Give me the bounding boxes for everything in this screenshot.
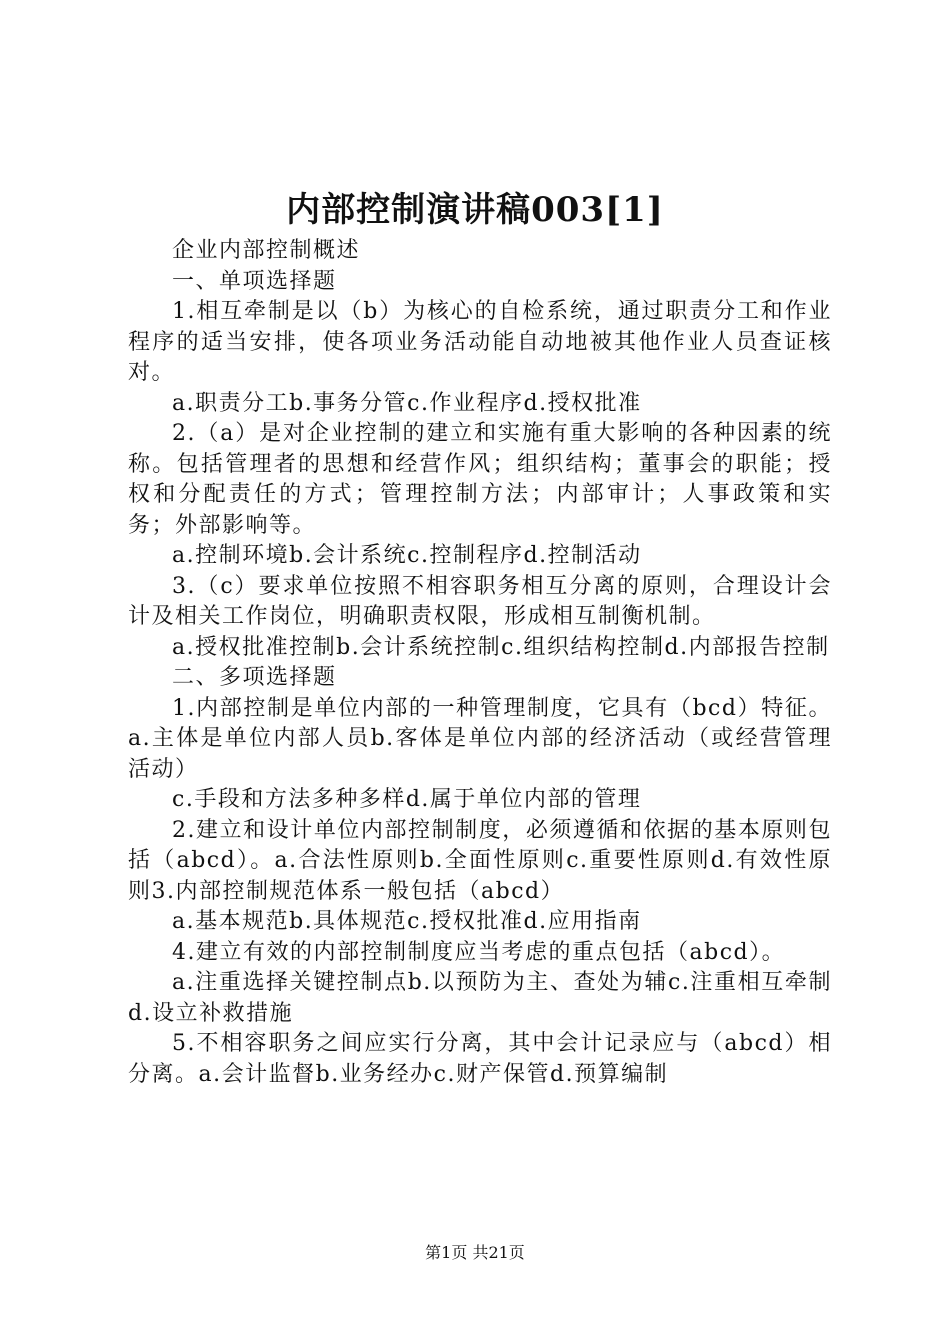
- question-paragraph: 4.建立有效的内部控制制度应当考虑的重点包括（abcd）。: [172, 939, 786, 965]
- options-paragraph: a.控制环境b.会计系统c.控制程序d.控制活动: [172, 543, 642, 568]
- question-paragraph: 5.不相容职务之间应实行分离，其中会计记录应与（abcd）相分离。a.会计监督b.业务经办c.财产保管d.预算编制: [128, 1031, 832, 1087]
- question-paragraph: 1.相互牵制是以（b）为核心的自检系统，通过职责分工和作业程序的适当安排，使各项业务活动能自动地被其他作业人员查证核对。: [128, 299, 832, 385]
- options-paragraph: a.基本规范b.具体规范c.授权批准d.应用指南: [172, 909, 642, 934]
- question-paragraph: 2.（a）是对企业控制的建立和实施有重大影响的各种因素的统称。包括管理者的思想和经营作风；组织结构；董事会的职能；授权和分配责任的方式；管理控制方法；内部审计；人事政策和实务；外部影响等。: [128, 421, 832, 538]
- options-paragraph: a.授权批准控制b.会计系统控制c.组织结构控制d.内部报告控制: [172, 634, 830, 660]
- section-heading: 一、单项选择题: [172, 268, 337, 294]
- options-paragraph: a.注重选择关键控制点b.以预防为主、查处为辅c.注重相互牵制d.设立补救措施: [128, 970, 832, 1026]
- document-body: [128, 236, 832, 1090]
- paragraph: 企业内部控制概述: [172, 238, 361, 263]
- page-footer: 第1页 共21页: [425, 1243, 525, 1262]
- options-paragraph: a.职责分工b.事务分管c.作业程序d.授权批准: [172, 390, 642, 416]
- options-paragraph: c.手段和方法多种多样d.属于单位内部的管理: [172, 787, 642, 812]
- question-paragraph: 1.内部控制是单位内部的一种管理制度，它具有（bcd）特征。a.主体是单位内部人员b.客体是单位内部的经济活动（或经营管理活动）: [128, 695, 832, 782]
- section-heading: 二、多项选择题: [172, 665, 337, 690]
- question-paragraph: 3.（c）要求单位按照不相容职务相互分离的原则，合理设计会计及相关工作岗位，明确职责权限，形成相互制衡机制。: [128, 573, 832, 629]
- question-paragraph: 2.建立和设计单位内部控制制度，必须遵循和依据的基本原则包括（abcd）。a.合法性原则b.全面性原则c.重要性原则d.有效性原则3.内部控制规范体系一般包括（abcd）: [128, 817, 832, 904]
- document-title: 内部控制演讲稿003[1]: [286, 190, 664, 230]
